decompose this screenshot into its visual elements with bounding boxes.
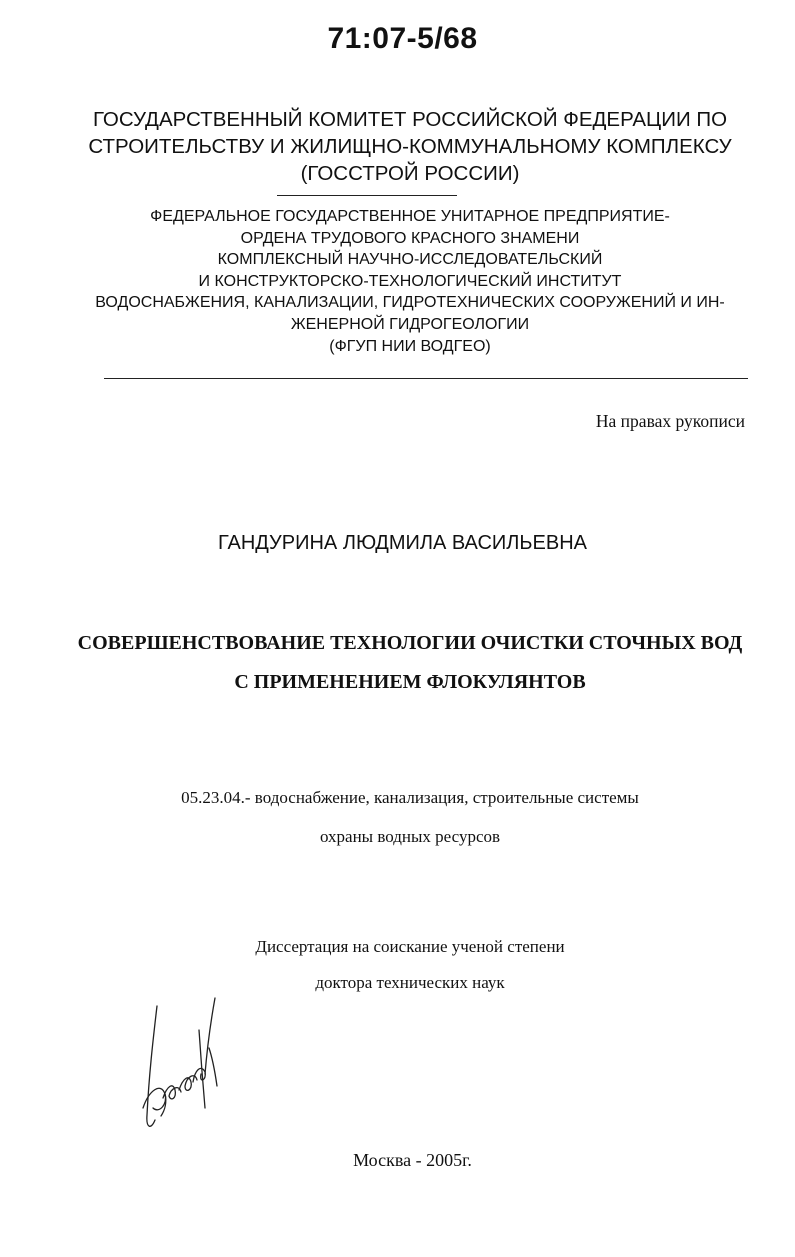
- specialty-line: охраны водных ресурсов: [319, 827, 501, 846]
- degree-line: доктора технических наук: [315, 973, 505, 992]
- institute-line: ЖЕНЕРНОЙ ГИДРОГЕОЛОГИИ: [290, 315, 530, 333]
- short-divider: [277, 195, 457, 196]
- institute-header: [60, 206, 760, 357]
- author-name: ГАНДУРИНА ЛЮДМИЛА ВАСИЛЬЕВНА: [218, 532, 587, 554]
- specialty-code: [60, 778, 760, 856]
- handwritten-signature-icon: [135, 990, 225, 1140]
- specialty-line: 05.23.04.- водоснабжение, канализация, строительные системы: [181, 788, 639, 807]
- institute-line: ОРДЕНА ТРУДОВОГО КРАСНОГО ЗНАМЕНИ: [240, 229, 580, 247]
- degree-line: Диссертация на соискание ученой степени: [255, 937, 565, 956]
- committee-line: (ГОССТРОЙ РОССИИ): [300, 162, 520, 185]
- rights-note: На правах рукописи: [595, 411, 745, 431]
- committee-line: ГОСУДАРСТВЕННЫЙ КОМИТЕТ РОССИЙСКОЙ ФЕДЕРАЦИИ ПО: [92, 108, 728, 131]
- place-and-year: Москва - 2005г.: [353, 1150, 472, 1170]
- institute-line: ВОДОСНАБЖЕНИЯ, КАНАЛИЗАЦИИ, ГИДРОТЕХНИЧЕСКИХ СООРУЖЕНИЙ И ИН-: [95, 294, 725, 312]
- committee-line: СТРОИТЕЛЬСТВУ И ЖИЛИЩНО-КОММУНАЛЬНОМУ КОМПЛЕКСУ: [88, 135, 732, 158]
- committee-header: [60, 106, 760, 187]
- institute-line: ФЕДЕРАЛЬНОЕ ГОСУДАРСТВЕННОЕ УНИТАРНОЕ ПРЕДПРИЯТИЕ-: [150, 208, 670, 225]
- institute-line: КОМПЛЕКСНЫЙ НАУЧНО-ИССЛЕДОВАТЕЛЬСКИЙ: [217, 251, 603, 269]
- institute-line: (ФГУП НИИ ВОДГЕО): [329, 337, 491, 355]
- long-divider: [104, 378, 748, 379]
- institute-line: И КОНСТРУКТОРСКО-ТЕХНОЛОГИЧЕСКИЙ ИНСТИТУТ: [198, 272, 622, 290]
- dissertation-title: [60, 624, 760, 702]
- title-line: СОВЕРШЕНСТВОВАНИЕ ТЕХНОЛОГИИ ОЧИСТКИ СТОЧНЫХ ВОД: [77, 632, 743, 654]
- archive-code: 71:07-5/68: [327, 22, 478, 55]
- title-line: С ПРИМЕНЕНИЕМ ФЛОКУЛЯНТОВ: [234, 671, 586, 693]
